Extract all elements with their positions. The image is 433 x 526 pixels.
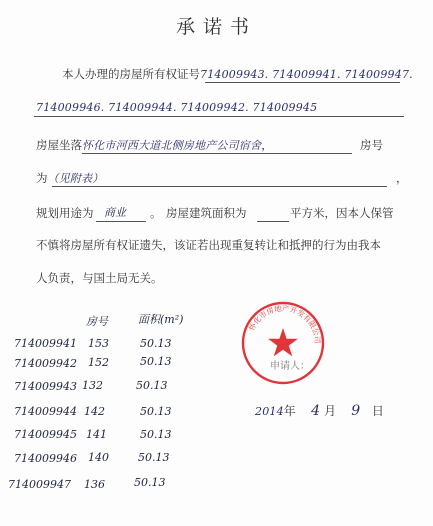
table-row-5-cert: 714009946: [14, 452, 77, 465]
table-header-room: 房号: [86, 315, 108, 328]
purpose-line-left: [36, 205, 94, 221]
date-month: 4: [311, 403, 321, 419]
table-row-6-cert: 714009947: [8, 478, 71, 491]
table-row-2-room: 132: [82, 379, 103, 392]
purpose-label: 规划用途为: [36, 206, 94, 220]
para1-line2: [36, 100, 317, 114]
house-no-value: （见附表）: [47, 172, 104, 185]
table-row-0-room: 153: [88, 337, 109, 350]
table-row-6-room: 136: [84, 478, 105, 491]
table-row-1-area: 50.13: [140, 355, 172, 368]
table-row-6-area: 50.13: [134, 476, 166, 489]
table-row-3-area: 50.13: [140, 405, 172, 418]
table-row-2-cert: 714009943: [14, 380, 77, 393]
location-label: 房屋坐落: [36, 138, 82, 152]
document-title: 承诺书: [175, 16, 257, 38]
underline: [205, 82, 400, 83]
underline: [257, 221, 289, 222]
table-row-4-room: 141: [86, 428, 107, 441]
table-row-5-area: 50.13: [138, 451, 170, 464]
cert-numbers-2: 714009946. 714009944. 714009942. 714009945: [36, 101, 318, 114]
purpose-value: 商业: [104, 206, 126, 219]
document-page: 承诺书 本人办理的房屋所有权证号714009943. 714009941. 714009947. 714009946. 714009944. 714009942. 714009945 房屋坐落怀化市河西大道北侧房地产公司宿舍， 房号 为（见附表） ， 规划用途为 商业 。 房屋建筑面积为 平方米，因本人保管 不慎将房屋所有权证遗失，该证若出现重复转让和抵押的行为由我本 人负责，与国土局无关。 房号 面积(m²) 714009941 153 50.13 714009942 152 50.13 714009943 132 50.13 714009944 142 50.13 714009945 141 50.13 714009946 140 50.13 714009947 136 50.13 怀化市房地产开发有限公司 申请人： 2014年 4 月 9 日: [0, 0, 433, 526]
table-header-area: 面积(m²): [138, 313, 184, 326]
table-row-3-room: 142: [84, 405, 105, 418]
cert-numbers-1: 714009943. 714009941. 714009947.: [200, 68, 413, 81]
table-row-0-cert: 714009941: [14, 337, 77, 350]
table-row-1-cert: 714009942: [14, 357, 77, 370]
table-row-4-cert: 714009945: [14, 428, 77, 441]
table-row-3-cert: 714009944: [14, 405, 77, 418]
underline: [52, 186, 387, 187]
applicant-label: 申请人：: [270, 361, 310, 372]
para1-line4: 为（见附表）: [36, 171, 104, 185]
date-year: 2014: [255, 405, 284, 418]
seal-star-icon: [268, 328, 298, 356]
underline: [96, 221, 146, 222]
para1-line3: 房屋坐落怀化市河西大道北侧房地产公司宿舍，: [36, 138, 273, 152]
para1-line1: [62, 66, 413, 82]
para3: 人负责，与国土局无关。: [36, 271, 163, 285]
signature-date: 2014年 4 月 9 日: [255, 403, 384, 419]
house-no-label: 房号: [360, 138, 383, 152]
table-row-0-area: 50.13: [140, 337, 172, 350]
cert-label: 本人办理的房屋所有权证号: [62, 67, 200, 81]
company-seal: [240, 300, 326, 386]
table-row-5-room: 140: [88, 451, 109, 464]
table-row-1-room: 152: [88, 356, 109, 369]
seal-text: 怀化市房地产开发有限公司: [246, 303, 323, 344]
date-day: 9: [351, 403, 361, 419]
para2: 不慎将房屋所有权证遗失，该证若出现重复转让和抵押的行为由我本: [36, 238, 381, 252]
area-unit: 平方米，因本人保管: [290, 206, 394, 220]
area-text: 房屋建筑面积为: [166, 206, 247, 220]
underline: [34, 116, 404, 117]
underline: [82, 153, 352, 154]
table-row-2-area: 50.13: [136, 379, 168, 392]
location-value: 怀化市河西大道北侧房地产公司宿舍: [82, 139, 262, 152]
table-row-4-area: 50.13: [140, 428, 172, 441]
